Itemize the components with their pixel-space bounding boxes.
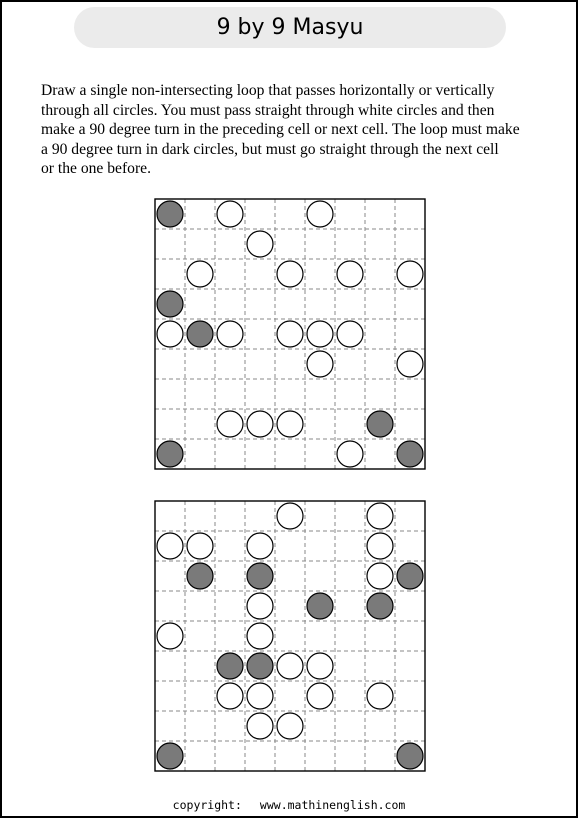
white-circle xyxy=(367,533,393,559)
white-circle xyxy=(397,351,423,377)
white-circle xyxy=(217,411,243,437)
white-circle xyxy=(307,683,333,709)
instruction-line: a 90 degree turn in dark circles, but must go straight through the next cell xyxy=(41,140,499,158)
white-circle xyxy=(247,623,273,649)
black-circle xyxy=(247,653,273,679)
white-circle xyxy=(277,503,303,529)
copyright-label: copyright: xyxy=(172,798,242,812)
instruction-line: Draw a single non-intersecting loop that passes horizontally or vertically xyxy=(41,82,495,99)
black-circle xyxy=(397,563,423,589)
white-circle xyxy=(247,533,273,559)
footer xyxy=(0,798,578,812)
white-circle xyxy=(157,533,183,559)
white-circle xyxy=(307,201,333,227)
white-circle xyxy=(337,261,363,287)
black-circle xyxy=(157,441,183,467)
instruction-line: through all circles. You must pass straight through white circles and then xyxy=(41,101,495,119)
black-circle xyxy=(367,411,393,437)
white-circle xyxy=(247,231,273,257)
white-circle xyxy=(157,321,183,347)
black-circle xyxy=(187,321,213,347)
white-circle xyxy=(217,683,243,709)
white-circle xyxy=(337,441,363,467)
white-circle xyxy=(277,321,303,347)
white-circle xyxy=(277,261,303,287)
instruction-line: or the one before. xyxy=(41,160,151,178)
white-circle xyxy=(367,503,393,529)
white-circle xyxy=(367,683,393,709)
white-circle xyxy=(187,533,213,559)
instructions xyxy=(41,81,551,179)
white-circle xyxy=(367,563,393,589)
black-circle xyxy=(157,201,183,227)
white-circle xyxy=(337,321,363,347)
white-circle xyxy=(277,653,303,679)
black-circle xyxy=(367,593,393,619)
white-circle xyxy=(307,321,333,347)
white-circle xyxy=(247,683,273,709)
white-circle xyxy=(277,713,303,739)
black-circle xyxy=(397,743,423,769)
black-circle xyxy=(187,563,213,589)
black-circle xyxy=(157,743,183,769)
white-circle xyxy=(247,593,273,619)
copyright-site: www.mathinenglish.com xyxy=(259,798,406,812)
white-circle xyxy=(217,321,243,347)
white-circle xyxy=(307,351,333,377)
puzzle-grid-1[interactable] xyxy=(154,198,426,470)
white-circle xyxy=(217,201,243,227)
puzzle-grid-2[interactable] xyxy=(154,500,426,772)
title-text: 9 by 9 Masyu xyxy=(216,15,364,40)
white-circle xyxy=(247,411,273,437)
instruction-line: make a 90 degree turn in the preceding cell or next cell. The loop must make xyxy=(41,121,520,139)
worksheet-title xyxy=(74,7,506,48)
white-circle xyxy=(277,411,303,437)
black-circle xyxy=(217,653,243,679)
black-circle xyxy=(247,563,273,589)
white-circle xyxy=(187,261,213,287)
black-circle xyxy=(157,291,183,317)
white-circle xyxy=(157,623,183,649)
white-circle xyxy=(247,713,273,739)
white-circle xyxy=(397,261,423,287)
black-circle xyxy=(307,593,333,619)
black-circle xyxy=(397,441,423,467)
white-circle xyxy=(307,653,333,679)
